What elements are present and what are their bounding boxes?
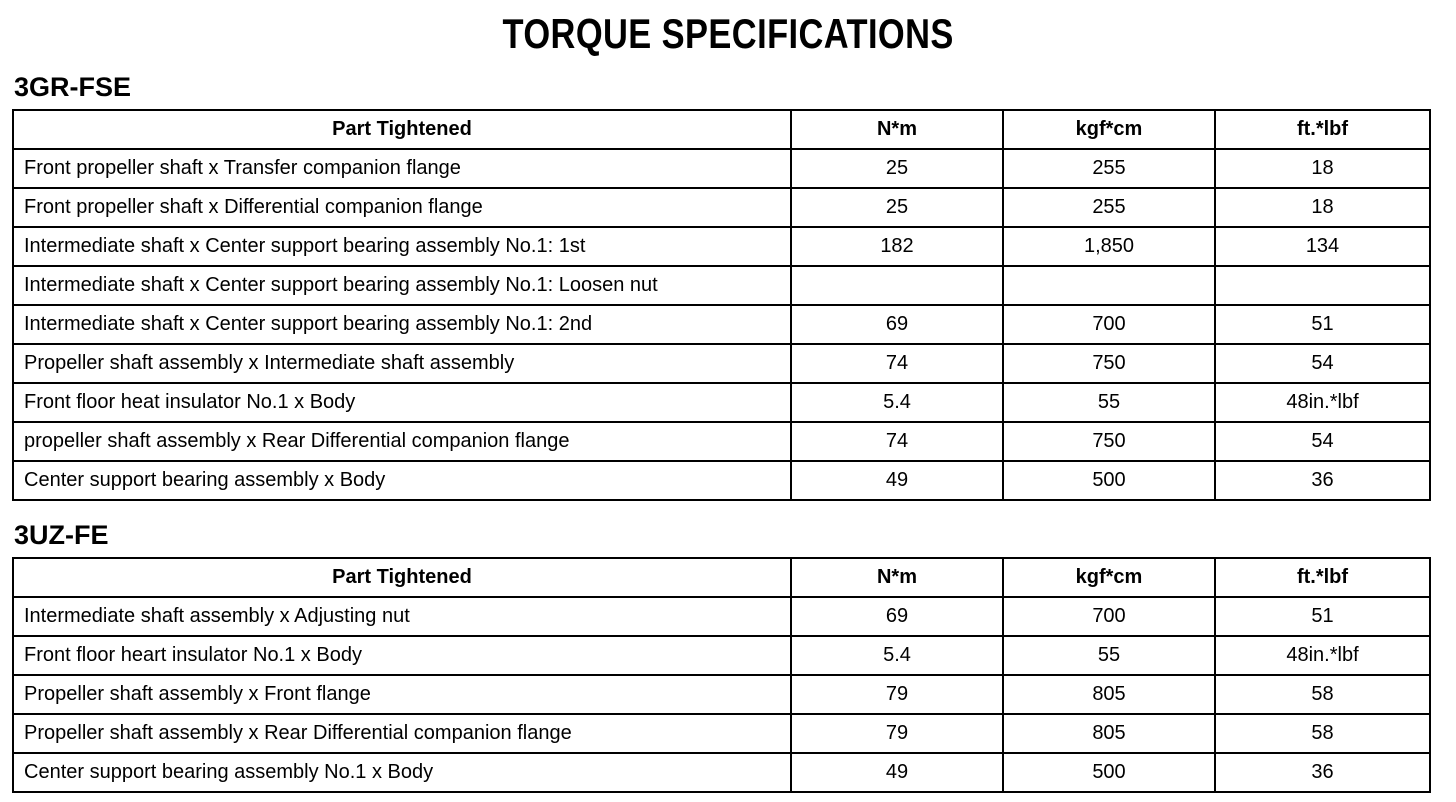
- column-header: Part Tightened: [13, 558, 791, 597]
- value-cell: 25: [791, 149, 1003, 188]
- value-cell: 1,850: [1003, 227, 1215, 266]
- column-header: N*m: [791, 558, 1003, 597]
- value-cell: 700: [1003, 597, 1215, 636]
- value-cell: [1003, 266, 1215, 305]
- value-cell: 49: [791, 753, 1003, 792]
- part-name-cell: Center support bearing assembly No.1 x Body: [13, 753, 791, 792]
- part-name-cell: Front propeller shaft x Differential companion flange: [13, 188, 791, 227]
- table-row: [13, 753, 1430, 792]
- part-name-cell: Intermediate shaft assembly x Adjusting nut: [13, 597, 791, 636]
- table-row: [13, 675, 1430, 714]
- value-cell: 74: [791, 344, 1003, 383]
- table-row: [13, 344, 1430, 383]
- value-cell: 255: [1003, 188, 1215, 227]
- table-row: [13, 188, 1430, 227]
- value-cell: 48in.*lbf: [1215, 636, 1430, 675]
- table-header-row: [13, 558, 1430, 597]
- part-name-cell: Intermediate shaft x Center support bearing assembly No.1: 2nd: [13, 305, 791, 344]
- value-cell: 18: [1215, 188, 1430, 227]
- value-cell: 182: [791, 227, 1003, 266]
- value-cell: 51: [1215, 305, 1430, 344]
- value-cell: 58: [1215, 675, 1430, 714]
- value-cell: 54: [1215, 422, 1430, 461]
- part-name-cell: Front propeller shaft x Transfer companion flange: [13, 149, 791, 188]
- table-row: [13, 422, 1430, 461]
- value-cell: 79: [791, 714, 1003, 753]
- table-row: [13, 266, 1430, 305]
- table-row: [13, 461, 1430, 500]
- column-header: ft.*lbf: [1215, 558, 1430, 597]
- page-title: TORQUE SPECIFICATIONS: [502, 10, 954, 57]
- column-header: kgf*cm: [1003, 110, 1215, 149]
- value-cell: [791, 266, 1003, 305]
- column-header: N*m: [791, 110, 1003, 149]
- value-cell: 49: [791, 461, 1003, 500]
- table-row: [13, 597, 1430, 636]
- value-cell: 79: [791, 675, 1003, 714]
- part-name-cell: Center support bearing assembly x Body: [13, 461, 791, 500]
- table-row: [13, 636, 1430, 675]
- value-cell: 5.4: [791, 636, 1003, 675]
- value-cell: 750: [1003, 422, 1215, 461]
- part-name-cell: Intermediate shaft x Center support bearing assembly No.1: Loosen nut: [13, 266, 791, 305]
- column-header: kgf*cm: [1003, 558, 1215, 597]
- value-cell: 55: [1003, 383, 1215, 422]
- table-row: [13, 227, 1430, 266]
- value-cell: 500: [1003, 461, 1215, 500]
- value-cell: 805: [1003, 675, 1215, 714]
- part-name-cell: Propeller shaft assembly x Intermediate shaft assembly: [13, 344, 791, 383]
- column-header: Part Tightened: [13, 110, 791, 149]
- part-name-cell: Intermediate shaft x Center support bearing assembly No.1: 1st: [13, 227, 791, 266]
- value-cell: 51: [1215, 597, 1430, 636]
- value-cell: 805: [1003, 714, 1215, 753]
- value-cell: 18: [1215, 149, 1430, 188]
- value-cell: 134: [1215, 227, 1430, 266]
- table-row: [13, 149, 1430, 188]
- value-cell: 5.4: [791, 383, 1003, 422]
- value-cell: 69: [791, 597, 1003, 636]
- value-cell: 500: [1003, 753, 1215, 792]
- value-cell: 36: [1215, 753, 1430, 792]
- table-header-row: [13, 110, 1430, 149]
- torque-table-3gr-fse: [12, 109, 1431, 501]
- section-title-3gr-fse: 3GR-FSE: [14, 72, 132, 102]
- value-cell: 69: [791, 305, 1003, 344]
- table-row: [13, 714, 1430, 753]
- part-name-cell: Front floor heart insulator No.1 x Body: [13, 636, 791, 675]
- value-cell: 54: [1215, 344, 1430, 383]
- value-cell: 750: [1003, 344, 1215, 383]
- value-cell: 25: [791, 188, 1003, 227]
- part-name-cell: Propeller shaft assembly x Front flange: [13, 675, 791, 714]
- section-title-3uz-fe: 3UZ-FE: [14, 520, 109, 550]
- table-row: [13, 305, 1430, 344]
- column-header: ft.*lbf: [1215, 110, 1430, 149]
- value-cell: 255: [1003, 149, 1215, 188]
- value-cell: 74: [791, 422, 1003, 461]
- part-name-cell: propeller shaft assembly x Rear Differential companion flange: [13, 422, 791, 461]
- value-cell: 36: [1215, 461, 1430, 500]
- part-name-cell: Propeller shaft assembly x Rear Differential companion flange: [13, 714, 791, 753]
- value-cell: 58: [1215, 714, 1430, 753]
- value-cell: 700: [1003, 305, 1215, 344]
- table-row: [13, 383, 1430, 422]
- value-cell: 55: [1003, 636, 1215, 675]
- torque-table-3uz-fe: [12, 557, 1431, 793]
- value-cell: [1215, 266, 1430, 305]
- value-cell: 48in.*lbf: [1215, 383, 1430, 422]
- part-name-cell: Front floor heat insulator No.1 x Body: [13, 383, 791, 422]
